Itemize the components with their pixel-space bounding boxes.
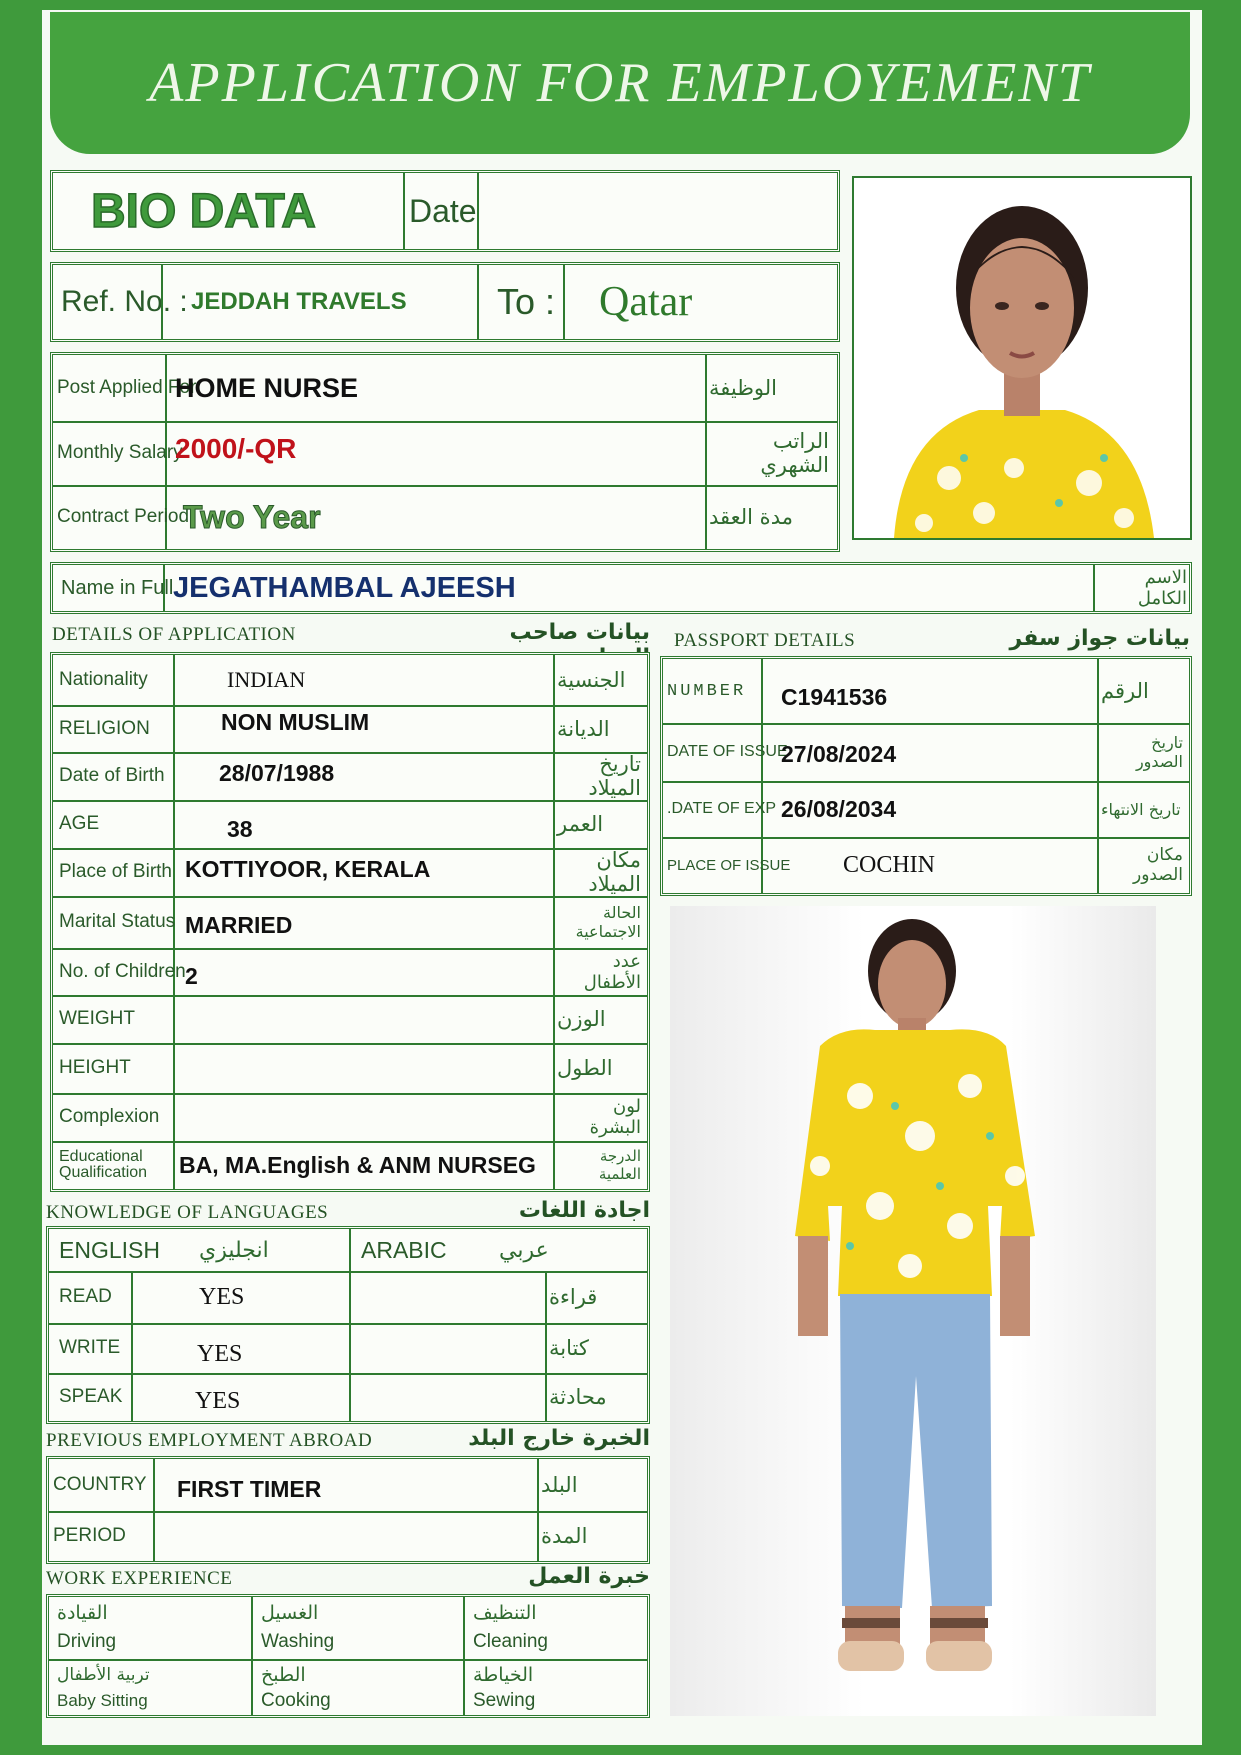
weight-arabic: الوزن (557, 1007, 606, 1031)
cooking-label: Cooking (261, 1690, 331, 1711)
to-value: Qatar (599, 279, 693, 325)
passport-heading-arabic: بيانات جواز سفر (1009, 626, 1190, 651)
arabic-arabic: عربي (499, 1237, 549, 1263)
to-label: To : (497, 281, 556, 322)
issue-date-value: 27/08/2024 (781, 740, 897, 767)
read-label: READ (59, 1286, 112, 1307)
religion-arabic: الديانة (557, 716, 610, 741)
pob-label: Place of Birth (59, 861, 172, 882)
languages-heading: KNOWLEDGE OF LANGUAGES (46, 1202, 329, 1223)
application-table (50, 652, 650, 1192)
washing-arabic: الغسيل (261, 1602, 319, 1624)
expiry-date-arabic: تاريخ الانتهاء (1101, 799, 1181, 819)
dob-arabic: تاريخ الميلاد (588, 752, 641, 800)
nationality-label: Nationality (59, 669, 148, 690)
religion-label: RELIGION (59, 717, 150, 739)
religion-value: NON MUSLIM (221, 709, 370, 735)
full-length-photo (670, 906, 1156, 1716)
previous-employment-heading-arabic: الخبرة خارج البلد (468, 1426, 650, 1451)
title-banner (50, 12, 1190, 154)
name-box (50, 562, 1192, 614)
cleaning-label: Cleaning (473, 1631, 548, 1652)
age-label: AGE (59, 813, 100, 834)
name-arabic: الاسم الكامل (1137, 567, 1187, 609)
speak-arabic: محادثة (549, 1385, 607, 1409)
cooking-arabic: الطبخ (261, 1664, 306, 1686)
passport-number-value: C1941536 (781, 683, 888, 710)
write-label: WRITE (59, 1337, 121, 1358)
children-arabic: عدد الأطفال (583, 950, 641, 993)
post-value: HOME NURSE (175, 372, 359, 403)
english-arabic: انجليزي (199, 1237, 269, 1263)
english-label: ENGLISH (59, 1236, 160, 1263)
period-arabic: المدة (541, 1524, 588, 1548)
contract-value: Two Year (183, 498, 321, 535)
bio-data-heading: BIO DATA (91, 184, 316, 238)
age-arabic: العمر (557, 812, 604, 836)
passport-heading: PASSPORT DETAILS (674, 630, 856, 651)
page-title: APPLICATION FOR EMPLOYEMENT (149, 52, 1091, 114)
height-arabic: الطول (557, 1056, 613, 1080)
salary-label: Monthly Salary (57, 442, 183, 463)
post-arabic: الوظيفة (709, 376, 778, 400)
previous-employment-table (46, 1456, 650, 1564)
place-of-issue-label: PLACE OF ISSUE (667, 856, 791, 874)
pob-value: KOTTIYOOR, KERALA (185, 855, 431, 882)
work-experience-heading: WORK EXPERIENCE (46, 1568, 233, 1589)
previous-employment-heading: PREVIOUS EMPLOYMENT ABROAD (46, 1430, 373, 1451)
period-label: PERIOD (53, 1525, 126, 1546)
dob-label: Date of Birth (59, 765, 165, 786)
arabic-label: ARABIC (361, 1236, 447, 1263)
place-of-issue-value: COCHIN (843, 851, 936, 878)
read-english-value: YES (199, 1283, 245, 1310)
languages-table (46, 1226, 650, 1424)
speak-english-value: YES (195, 1387, 241, 1414)
job-box (50, 352, 840, 552)
children-value: 2 (185, 963, 198, 989)
passport-number-arabic: الرقم (1101, 679, 1149, 703)
place-of-issue-arabic: مكان الصدور (1133, 845, 1183, 885)
read-arabic: قراءة (549, 1285, 598, 1309)
age-value: 38 (227, 815, 253, 842)
salary-arabic: الراتب الشهري (760, 429, 829, 477)
country-arabic: البلد (541, 1473, 578, 1497)
application-heading: DETAILS OF APPLICATION (52, 624, 296, 645)
ref-value: JEDDAH TRAVELS (191, 288, 407, 315)
name-value: JEGATHAMBAL AJEESH (173, 571, 516, 604)
dob-value: 28/07/1988 (219, 759, 335, 786)
sewing-label: Sewing (473, 1690, 536, 1711)
washing-label: Washing (261, 1631, 335, 1652)
baby-sitting-label: Baby Sitting (57, 1691, 148, 1710)
complexion-arabic: لون البشرة (589, 1096, 641, 1138)
portrait-photo (852, 176, 1192, 540)
ref-label: Ref. No. : (61, 285, 188, 318)
issue-date-arabic: تاريخ الصدور (1135, 733, 1183, 771)
contract-label: Contract Period (57, 506, 190, 527)
speak-label: SPEAK (59, 1386, 123, 1407)
sewing-arabic: الخياطة (473, 1664, 534, 1686)
driving-label: Driving (57, 1631, 117, 1652)
date-label: Date (409, 192, 477, 229)
country-value: FIRST TIMER (177, 1475, 322, 1502)
passport-table (660, 656, 1192, 896)
salary-value: 2000/-QR (175, 433, 297, 464)
marital-arabic: الحالة الاجتماعية (575, 903, 641, 941)
ref-box (50, 262, 840, 342)
marital-value: MARRIED (185, 911, 293, 938)
work-experience-table (46, 1594, 650, 1718)
issue-date-label: DATE OF ISSUE (667, 743, 788, 760)
education-label: Educational Qualification (59, 1148, 148, 1181)
pob-arabic: مكان الميلاد (588, 848, 641, 896)
application-heading-arabic: بيانات صاحب (509, 620, 650, 645)
children-label: No. of Children (59, 960, 186, 982)
nationality-arabic: الجنسية (557, 668, 626, 692)
contract-arabic: مدة العقد (709, 505, 793, 529)
expiry-date-label: .DATE OF EXP (667, 800, 777, 817)
driving-arabic: القيادة (57, 1602, 108, 1624)
name-label: Name in Full (61, 576, 174, 599)
height-label: HEIGHT (59, 1057, 131, 1078)
write-english-value: YES (197, 1340, 243, 1367)
education-value: BA, MA.English & ANM NURSEG (179, 1151, 536, 1178)
weight-label: WEIGHT (59, 1008, 135, 1029)
complexion-label: Complexion (59, 1106, 160, 1127)
languages-heading-arabic: اجادة اللغات (518, 1198, 650, 1223)
work-experience-heading-arabic: خبرة العمل (528, 1564, 650, 1589)
marital-label: Marital Status (59, 911, 176, 932)
cleaning-arabic: التنظيف (473, 1602, 537, 1624)
write-arabic: كتابة (549, 1336, 589, 1360)
nationality-value: INDIAN (227, 667, 306, 692)
education-arabic: الدرجة العلمية (598, 1147, 641, 1183)
passport-number-label: NUMBER (667, 681, 747, 701)
expiry-date-value: 26/08/2034 (781, 795, 897, 822)
post-label: Post Applied For (57, 377, 197, 398)
country-label: COUNTRY (53, 1474, 147, 1495)
bio-data-box (50, 170, 840, 252)
baby-sitting-arabic: تربية الأطفال (57, 1665, 150, 1685)
